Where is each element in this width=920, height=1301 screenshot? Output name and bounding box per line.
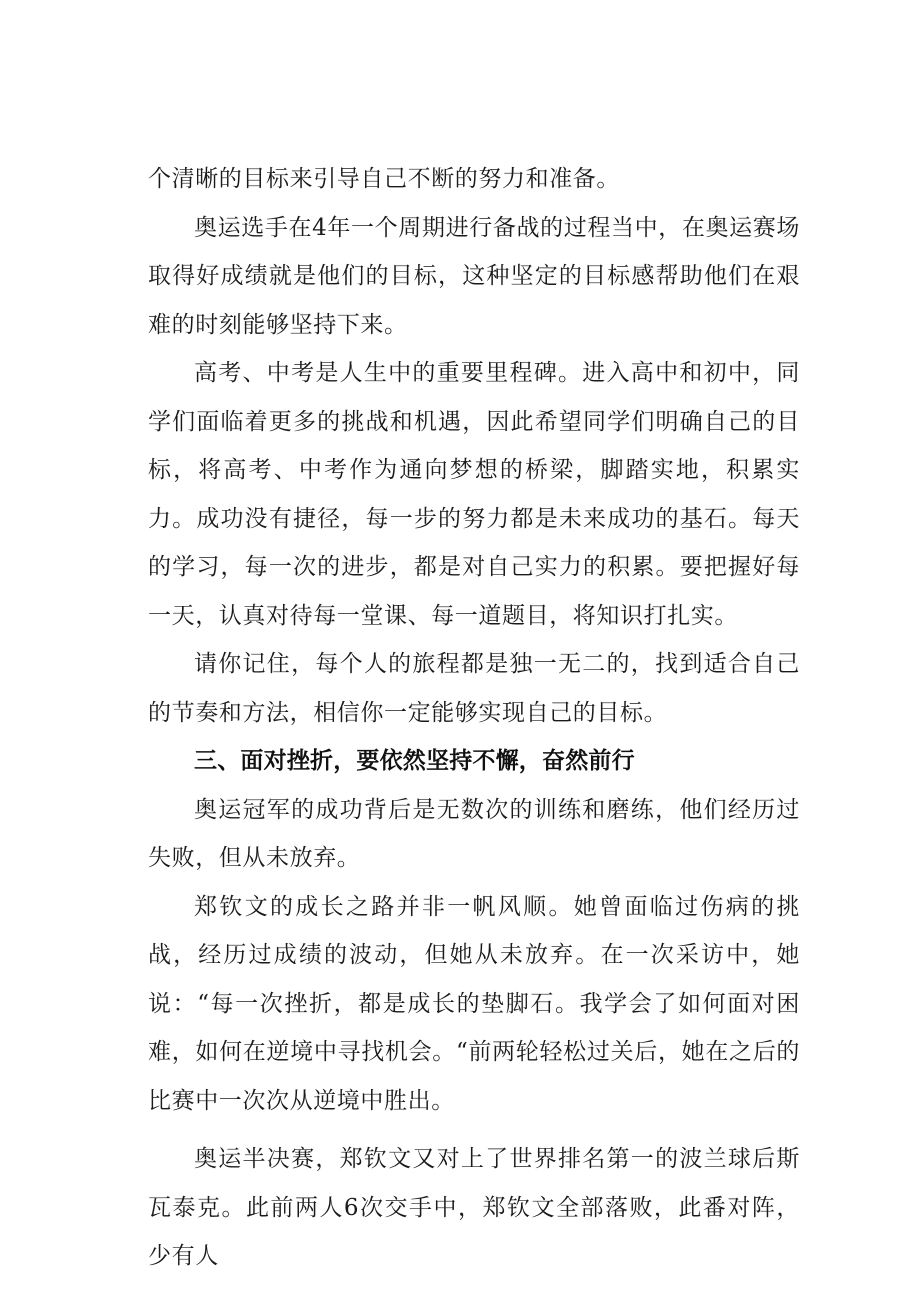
paragraph-champion-training: 奥运冠军的成功背后是无数次的训练和磨练，他们经历过失败，但从未放弃。 — [148, 796, 800, 871]
paragraph-goal-guidance: 个清晰的目标来引导自己不断的努力和准备。 — [148, 166, 620, 192]
paragraph-olympic-athletes-goal: 奥运选手在4年一个周期进行备战的过程当中，在奥运赛场取得好成绩就是他们的目标，这种坚定的目标感帮助他们在艰难的时刻能够坚持下来。 — [148, 214, 800, 338]
document-body — [148, 155, 800, 1281]
paragraph-zheng-qinwen-growth: 郑钦文的成长之路并非一帆风顺。她曾面临过伤病的挑战，经历过成绩的波动，但她从未放弃。在一次采访中，她说：“每一次挫折，都是成长的垫脚石。我学会了如何面对困难，如何在逆境中寻找机会。“前两轮轻松过关后，她在之后的比赛中一次次从逆境中胜出。 — [148, 893, 800, 1114]
paragraph-unique-journey: 请你记住，每个人的旅程都是独一无二的，找到适合自己的节奏和方法，相信你一定能够实现自己的目标。 — [148, 651, 800, 726]
paragraph-spacer — [148, 1125, 800, 1135]
section-heading-perseverance: 三、面对挫折，要依然坚持不懈，奋然前行 — [194, 748, 635, 774]
paragraph-olympic-semifinal: 奥运半决赛，郑钦文又对上了世界排名第一的波兰球后斯瓦泰克。此前两人6次交手中，郑钦文全部落败，此番对阵，少有人 — [148, 1146, 800, 1269]
paragraph-exams-milestone: 高考、中考是人生中的重要里程碑。进入高中和初中，同学们面临着更多的挑战和机遇，因此希望同学们明确自己的目标，将高考、中考作为通向梦想的桥梁，脚踏实地，积累实力。成功没有捷径，每一步的努力都是未来成功的基石。每天的学习，每一次的进步，都是对自己实力的积累。要把握好每一天，认真对待每一堂课、每一道题目，将知识打扎实。 — [148, 360, 800, 629]
